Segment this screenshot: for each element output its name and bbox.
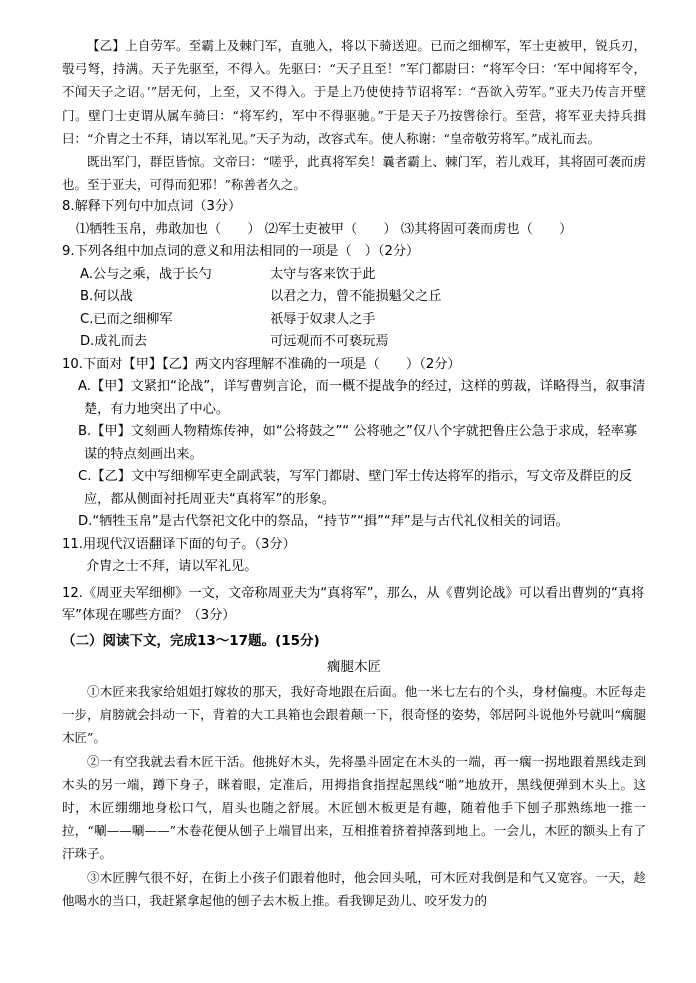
- question-10-stem: 10.下面对【甲】【乙】两文内容理解不准确的一项是（ ）（2分）: [62, 356, 461, 372]
- passage-b-paragraph-2: 既出军门，群臣皆惊。文帝曰：“嗟乎，此真将军矣！曩者霸上、棘门军，若儿戏耳，其将固可袭而虏也。至于亚夫，可得而犯邪！”称善者久之。: [62, 154, 646, 193]
- question-9-option-a-right: 太守与客来饮于此: [270, 266, 376, 282]
- question-9-option-b-left: B.何以战: [80, 289, 133, 305]
- question-9-option-c-right: 祇辱于奴隶人之手: [270, 311, 376, 327]
- question-9-option-b-right: 以君之力，曾不能损魁父之丘: [270, 289, 442, 305]
- question-10-option-b: B.【甲】文刻画人物精炼传神，如“公将鼓之”“ 公将驰之”仅八个字就把鲁庄公急于求成，轻率寡谋的特点刻画出来。: [78, 424, 638, 462]
- story-title: 瘸腿木匠: [327, 658, 381, 675]
- question-8-items: [62, 219, 646, 242]
- question-9-option-d-left: D.成礼而去: [80, 334, 148, 350]
- question-8-item-2: ⑵军士吏被甲（ ）: [264, 221, 397, 237]
- story-paragraph-3: ③木匠脾气很不好，在街上小孩子们跟着他时，他会回头吼，可木匠对我倒是和气又宽容。一天，趁他喝水的当口，我赶紧拿起他的刨子去木板上推。看我铆足劲儿、咬牙发力的: [62, 869, 646, 908]
- story-paragraph-2: ②一有空我就去看木匠干活。他挑好木头，先将墨斗固定在木头的一端，再一瘸一拐地跟着黑线走到木头的另一端，蹲下身子，眯着眼，定准后，用拇指食指捏起黑线“啪”地放开，黑线便弹到木头上。这时，木匠绷绷地身松口气，眉头也随之舒展。木匠刨木板更是有趣，随着他手下刨子那熟练地一推一拉，“唰——唰——”木卷花便从刨子上端冒出来，互相推着挤着掉落到地上。一会儿，木匠的额头上有了汗珠子。: [62, 753, 646, 862]
- section-2-heading: （二）阅读下文，完成13～17题。(15分): [62, 632, 320, 649]
- question-8-stem: 8.解释下列句中加点词（3分）: [62, 199, 242, 215]
- question-8-item-1: ⑴牺牲玉帛，弗敢加也（ ）: [76, 221, 261, 237]
- question-10-option-d: D.“牺牲玉帛”是古代祭祀文化中的祭品，“持节”“揖”“拜”是与古代礼仪相关的词语。: [78, 514, 569, 530]
- question-9-options: [62, 264, 646, 354]
- question-9-stem: 9.下列各组中加点词的意义和用法相同的一项是（ ）（2分）: [62, 244, 420, 260]
- question-10-option-c: C.【乙】文中写细柳军吏全副武装，写军门都尉、壁门军士传达将军的指示，写文帝及群臣的反应，都从侧面衬托周亚夫“真将军”的形象。: [78, 469, 633, 507]
- question-9-option-d-right: 可远观而不可亵玩焉: [270, 334, 389, 350]
- story-paragraph-1: ①木匠来我家给姐姐打嫁妆的那天，我好奇地跟在后面。他一米七左右的个头，身材偏瘦。木匠每走一步，肩膀就会抖动一下，背着的大工具箱也会跟着颠一下，很奇怪的姿势，邻居阿斗说他外号就叫“瘸腿木匠”。: [62, 683, 646, 746]
- question-11-stem: 11.用现代汉语翻译下面的句子。（3分）: [62, 536, 296, 552]
- passage-b-paragraph-1: 【乙】上自劳军。至霸上及棘门军，直驰入，将以下骑送迎。已而之细柳军，军士吏被甲，锐兵刃，彀弓弩，持满。天子先驱至，不得入。先驱曰：“天子且至！”军门都尉曰：“将军令曰：‘军中闻将军令，不闻天子之诏。’”居无何，上至，又不得入。于是上乃使使持节诏将军：“吾欲入劳军。”亚夫乃传言开壁门。壁门士吏谓从属车骑曰：“将军约，军中不得驱驰。”于是天子乃按辔徐行。至营，将军亚夫持兵揖曰：“介胄之士不拜，请以军礼见。”天子为动，改容式车。使人称谢：“皇帝敬劳将军。”成礼而去。: [62, 38, 646, 146]
- question-9-option-a-left: A.公与之乘，战于长勺: [80, 266, 212, 282]
- question-11-sentence: 介胄之士不拜，请以军礼见。: [86, 559, 258, 575]
- question-10-option-a: A.【甲】文紧扣“论战”，详写曹刿言论，而一概不提战争的经过，这样的剪裁，详略得当，叙事清楚，有力地突出了中心。: [78, 379, 646, 417]
- question-12-stem: 12.《周亚夫军细柳》一文，文帝称周亚夫为“真将军”，那么，从《曹刿论战》可以看出曹刿的“真将军”体现在哪些方面？（3分）: [62, 585, 645, 624]
- question-9-option-c-left: C.已而之细柳军: [80, 311, 173, 327]
- question-8-item-3: ⑶其将固可袭而虏也（ ）: [400, 221, 573, 237]
